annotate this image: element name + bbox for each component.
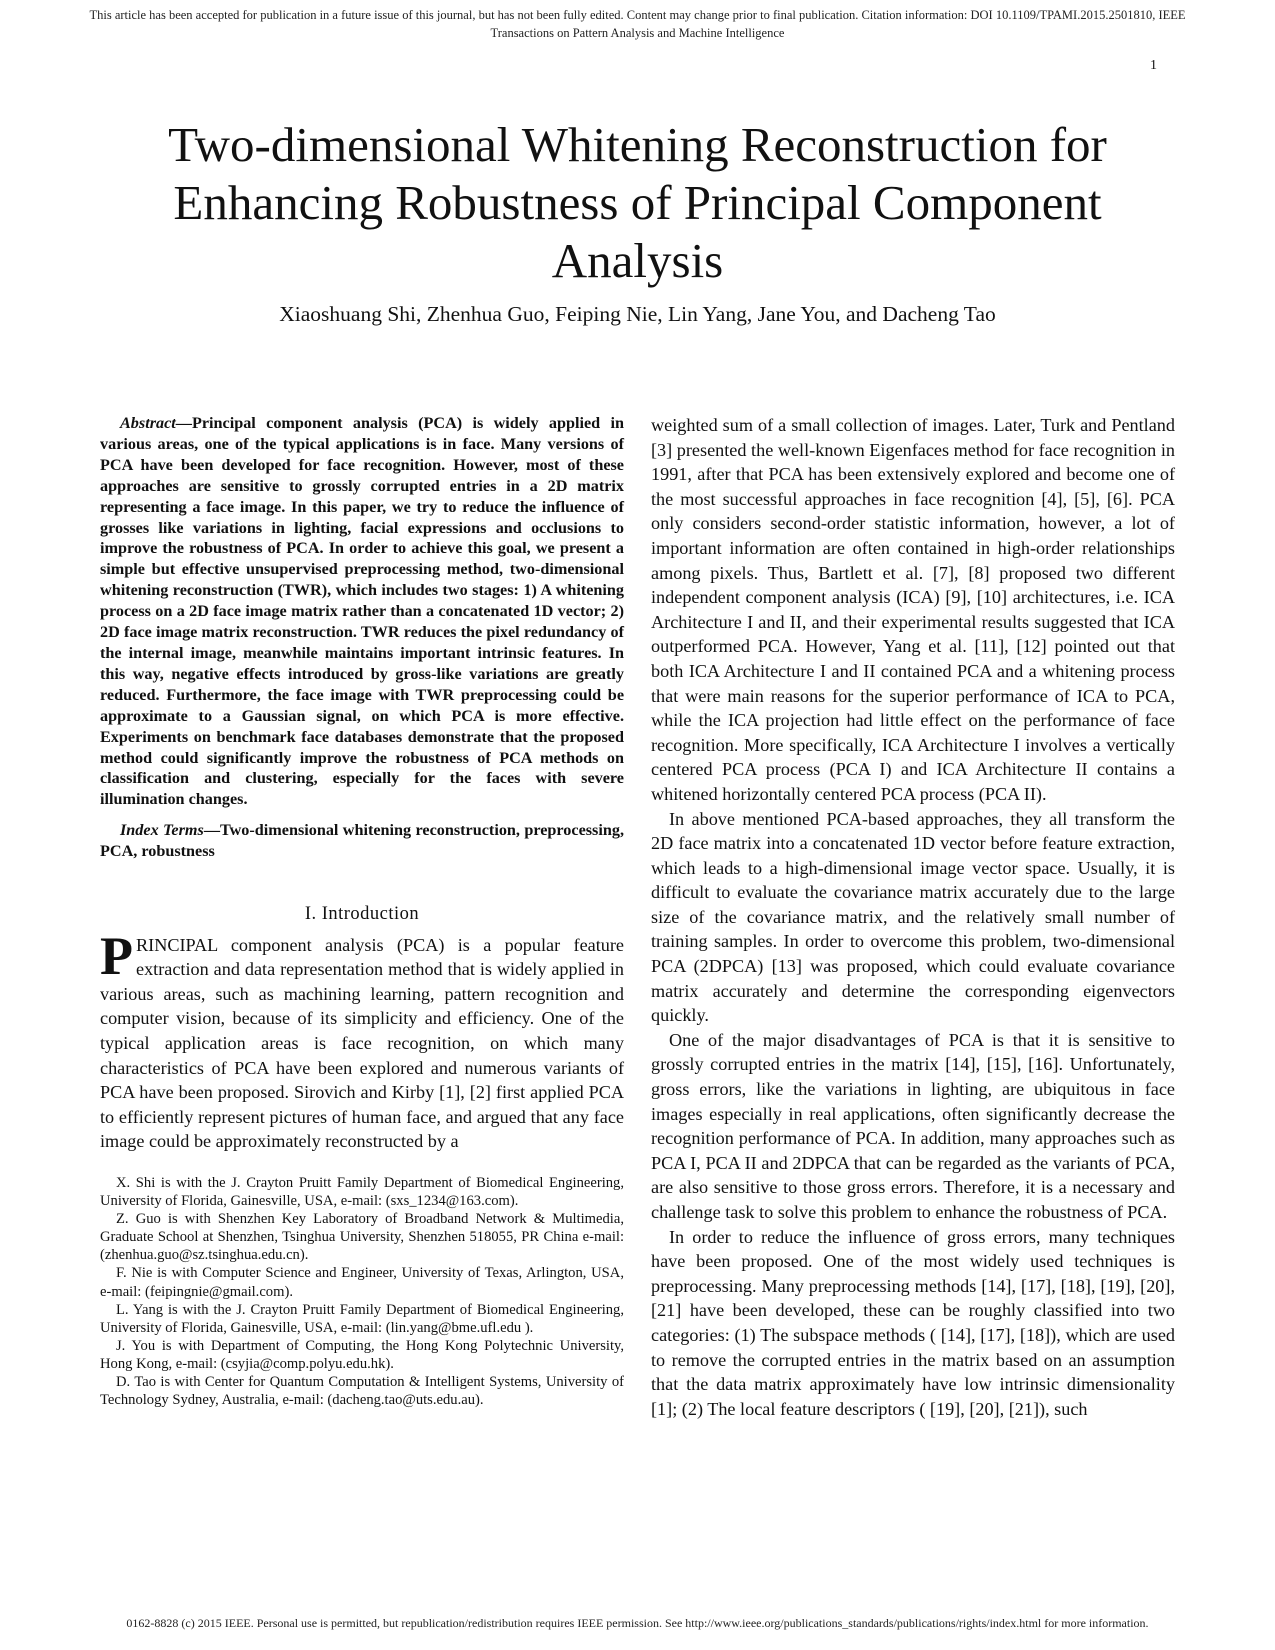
footnote-item: Z. Guo is with Shenzhen Key Laboratory of Broadband Network & Multimedia, Graduate School at Shenzhen, Tsinghua University, Shenzhen 518055, PR China e-mail: (zhenhua.guo@sz.tsinghua.edu.cn). [100, 1211, 624, 1264]
paper-title: Two-dimensional Whitening Reconstruction for Enhancing Robustness of Principal Component Analysis [168, 117, 1107, 288]
abstract [100, 413, 624, 810]
section-heading-introduction: I. Introduction [304, 904, 420, 925]
index-terms-text: —Two-dimensional whitening reconstruction, preprocessing, PCA, robustness [100, 821, 624, 861]
intro-paragraph-2: In above mentioned PCA-based approaches, they all transform the 2D face matrix into a concatenated 1D vector before feature extraction, which leads to a high-dimensional image vector space. Usually, it is difficult to evaluate the covariance matrix accurately due to the large size of the covariance matrix, and the relatively small number of training samples. In order to overcome this problem, two-dimensional PCA (2DPCA) [13] was proposed, which could evaluate covariance matrix accurately and determine the corresponding eigenvectors quickly. [651, 808, 1175, 1026]
left-column [100, 413, 624, 1409]
footnote-item: J. You is with Department of Computing, the Hong Kong Polytechnic University, Hong Kong, e-mail: (csyjia@comp.polyu.edu.hk). [100, 1337, 624, 1372]
footnote-item: L. Yang is with the J. Crayton Pruitt Family Department of Biomedical Engineering, University of Florida, Gainesville, USA, e-mail: (lin.yang@bme.ufl.edu ). [100, 1301, 624, 1336]
intro-paragraph-4: In order to reduce the influence of gross errors, many techniques have been proposed. One of the most widely used techniques is preprocessing. Many preprocessing methods [14], [17], [18], [19], [20], [21] have been developed, these can be roughly classified into two categories: (1) The subspace methods ( [14], [17], [18]), which are used to remove the corrupted entries in the matrix based on an assumption that the data matrix approximately have low intrinsic dimensionality [1]; (2) The local feature descriptors ( [19], [20], [21]), such [651, 1226, 1175, 1419]
author-list: Xiaoshuang Shi, Zhenhua Guo, Feiping Nie, Lin Yang, Jane You, and Dacheng Tao [279, 302, 996, 326]
abstract-text: —Principal component analysis (PCA) is widely applied in various areas, one of the typical applications is in face. Many versions of PCA have been developed for face recognition. However, most of these approaches are sensitive to grossly corrupted entries in a 2D matrix representing a face image. In this paper, we try to reduce the influence of grosses like variations in lighting, facial expressions and occlusions to improve the robustness of PCA. In order to achieve this goal, we present a simple but effective unsupervised preprocessing method, two-dimensional whitening reconstruction (TWR), which includes two stages: 1) A whitening process on a 2D face image matrix rather than a concatenated 1D vector; 2) 2D face image matrix reconstruction. TWR reduces the pixel redundancy of the internal image, meanwhile maintains important intrinsic features. In this way, negative effects introduced by gross-like variations are greatly reduced. Furthermore, the face image with TWR preprocessing could be approximate to a Gaussian signal, on which PCA is more effective. Experiments on benchmark face databases demonstrate that the proposed method could significantly improve the robustness of PCA methods on classification and clustering, especially for the faces with severe illumination changes. [100, 414, 624, 809]
index-terms-label: Index Terms [120, 821, 204, 840]
page-number: 1 [1150, 58, 1157, 73]
author-footnotes [100, 1174, 624, 1409]
footnote-item: X. Shi is with the J. Crayton Pruitt Family Department of Biomedical Engineering, University of Florida, Gainesville, USA, e-mail: (sxs_1234@163.com). [100, 1174, 624, 1210]
intro-paragraph-1 [100, 925, 624, 1154]
journal-notice [0, 6, 1275, 42]
intro-paragraph-1-continued: weighted sum of a small collection of images. Later, Turk and Pentland [3] presented the well-known Eigenfaces method for face recognition in 1991, after that PCA has been extensively explored and become one of the most successful approaches in face recognition [4], [5], [6]. PCA only considers second-order statistic information, however, a lot of important information are often contained in high-order relationships among pixels. Thus, Bartlett et al. [7], [8] proposed two different independent component analysis (ICA) [9], [10] architectures, i.e. ICA Architecture I and II, and their experimental results suggested that ICA outperformed PCA. However, Yang et al. [11], [12] pointed out that both ICA Architecture I and II contained PCA and a whitening process that were main reasons for the superior performance of ICA to PCA, while the ICA projection had little effect on the performance of face recognition. More specifically, ICA Architecture I involves a vertically centered PCA process (PCA I) and ICA Architecture II contains a whitened horizontally centered PCA process (PCA II). [651, 415, 1175, 804]
drop-cap: P [100, 925, 133, 986]
journal-notice-line-1: This article has been accepted for publication in a future issue of this journal, but has not been fully edited. Content may change prior to final publication. Citation information: DOI 10.1109/TPAMI.2015.2501810, IEEE [89, 8, 1186, 22]
intro-paragraph-1-text: RINCIPAL component analysis (PCA) is a popular feature extraction and data representation method that is widely applied in various areas, such as machining learning, pattern recognition and computer vision, because of its simplicity and efficiency. One of the typical application areas is face recognition, on which many characteristics of PCA have been explored and numerous variants of PCA have been proposed. Sirovich and Kirby [1], [2] first applied PCA to efficiently represent pictures of human face, and argued that any face image could be approximately reconstructed by a [100, 934, 624, 1152]
journal-notice-line-2: Transactions on Pattern Analysis and Machine Intelligence [490, 26, 785, 40]
right-column [651, 413, 1175, 1421]
intro-paragraph-3: One of the major disadvantages of PCA is that it is sensitive to grossly corrupted entries in the matrix [14], [15], [16]. Unfortunately, gross errors, like the variations in lighting, are ubiquitous in face images especially in real applications, often significantly decrease the recognition performance of PCA. In addition, many approaches such as PCA I, PCA II and 2DPCA that can be regarded as the variants of PCA, are also sensitive to those gross errors. Therefore, it is a necessary and challenge task to solve this problem to enhance the robustness of PCA. [651, 1029, 1175, 1222]
abstract-label: Abstract [120, 414, 176, 432]
copyright-footer: 0162-8828 (c) 2015 IEEE. Personal use is permitted, but republication/redistribution requires IEEE permission. See http://www.ieee.org/publications_standards/publications/rights/index.html for more information. [126, 1616, 1149, 1630]
index-terms [100, 820, 624, 862]
footnote-item: F. Nie is with Computer Science and Engineer, University of Texas, Arlington, USA, e-mail: (feipingnie@gmail.com). [100, 1265, 624, 1300]
footnote-item: D. Tao is with Center for Quantum Computation & Intelligent Systems, University of Technology Sydney, Australia, e-mail: (dacheng.tao@uts.edu.au). [100, 1374, 624, 1409]
